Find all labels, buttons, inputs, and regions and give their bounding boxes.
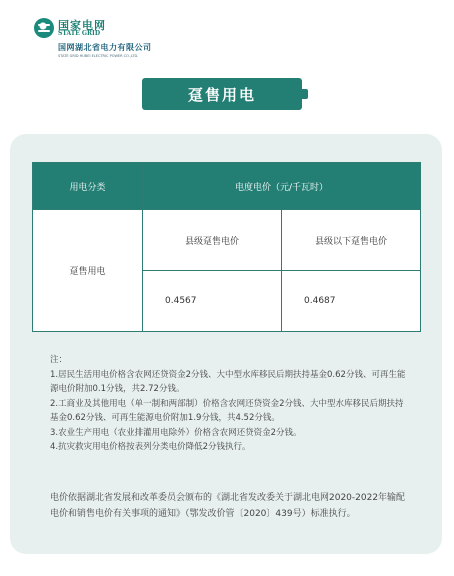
notes-heading: 注： <box>50 355 68 365</box>
note-item: 2.工商业及其他用电（单一制和两部制）价格含农网还贷资金2分钱、大中型水库移民后期扶持基金0.62分钱、可再生能源电价附加1.9分钱，共4.52分钱。 <box>50 398 404 423</box>
price-table <box>32 162 421 332</box>
table-row <box>33 210 421 271</box>
note-item: 3.农业生产用电（农业排灌用电除外）价格含农网还贷资金2分钱。 <box>50 427 302 438</box>
header-price: 电度电价（元/千瓦时） <box>143 163 421 210</box>
company-name-cn: 国网湖北省电力有限公司 <box>58 43 152 52</box>
notes <box>50 353 410 455</box>
brand-name-en: STATE GRID <box>58 30 101 37</box>
sub-header-below-county: 县级以下趸售电价 <box>282 210 421 271</box>
state-grid-logo-icon <box>34 18 54 38</box>
company-name-en: STATE GRID HUBEI ELECTRIC POWER CO.,LTD. <box>58 54 139 58</box>
row-category: 趸售用电 <box>33 210 143 332</box>
table-header-row <box>33 163 421 210</box>
note-item: 4.抗灾救灾用电价格按表列分类电价降低2分钱执行。 <box>50 442 251 452</box>
value-county: 0.4567 <box>143 271 282 332</box>
brand-name-cn: 国家电网 <box>58 19 106 32</box>
page-title: 趸售用电 <box>142 78 302 110</box>
sub-header-county: 县级趸售电价 <box>143 210 282 271</box>
header-category: 用电分类 <box>33 163 143 210</box>
footer-note: 电价依据湖北省发展和改革委员会颁布的《湖北省发改委关于湖北电网2020-2022年输配电价和销售电价有关事项的通知》（鄂发改价管〔2020〕439号）标准执行。 <box>50 493 406 519</box>
note-item: 1.居民生活用电价格含农网还贷资金2分钱、大中型水库移民后期扶持基金0.62分钱、可再生能源电价附加0.1分钱，共2.72分钱。 <box>50 369 406 394</box>
value-below-county: 0.4687 <box>282 271 421 332</box>
